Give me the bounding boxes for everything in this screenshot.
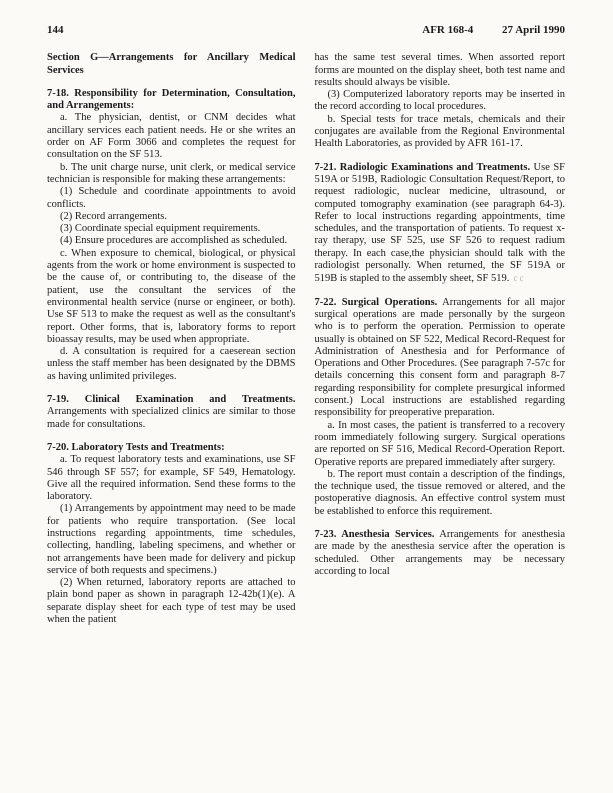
header-right bbox=[396, 24, 565, 36]
para-7-19: 7-19. Clinical Examination and Treatments. Arrangements with specialized clinics are similar to those made for consultations. bbox=[47, 394, 296, 430]
para-7-22-b: b. The report must contain a description of the findings, the technique used, the tissue removed or altered, and the postoperative diagnosis. An effective control system must be established to enforce this requirement. bbox=[314, 468, 565, 517]
para-7-18-c: c. When exposure to chemical, biological, or physical agents from the work or home environment is suspected to be the cause of, or contributing to, the disease of the patient, use the consultant the services of the environmental health service (nurse or engineer, or both). Use SF 513 to make the request as well as the consultant's report. Other forms, that is, laboratory forms to report bioassay results, may be used when appropriate. bbox=[47, 247, 296, 345]
left-column bbox=[47, 52, 296, 626]
para-7-20-a-2: (2) When returned, laboratory reports are attached to plain bond paper as shown in paragraph 12-42b(1)(e). A separate display sheet for each type of test may be used when the patient bbox=[47, 577, 296, 626]
page-header bbox=[47, 24, 565, 36]
para-7-20-a-3: (3) Computerized laboratory reports may be inserted in the record according to local procedures. bbox=[314, 89, 565, 113]
para-7-18-b-2: (2) Record arrangements. bbox=[60, 210, 167, 222]
para-7-18-d: d. A consultation is required for a caeserean section unless the staff member has been designated by the DBMS as having unlimited privileges. bbox=[47, 346, 296, 382]
section-g-heading: Section G—Arrangements for Ancillary Medical Services bbox=[47, 52, 296, 76]
para-7-20-b: b. Special tests for trace metals, chemicals and their conjugates are available from the Regional Environmental Health Laboratories, as provided by AFR 161-17. bbox=[314, 113, 565, 150]
doc-date: 27 April 1990 bbox=[502, 24, 565, 36]
para-7-18-heading: 7-18. Responsibility for Determination, Consultation, and Arrangements: bbox=[47, 87, 296, 112]
para-7-18-b: b. The unit charge nurse, unit clerk, or medical service technician is responsible for making these arrangements: bbox=[47, 161, 296, 185]
page-number: 144 bbox=[47, 24, 64, 36]
para-7-22: 7-22. Surgical Operations. Arrangements for all major surgical operations are made personally by the surgeon who is to perform the operation. Permission to operate usually is obtained on SF 522, Medical Record-Request for Administration of Anesthesia and for Performance of Operations and Other Procedures. (See paragraph 7-57c for details concerning this consent form and paragraph 8-7 regarding responsibility for complete presurgical informed consent.) Local instructions are established regarding responsibility for preoperative preparation. bbox=[314, 296, 565, 419]
para-7-23: 7-23. Anesthesia Services. Arrangements for anesthesia are made by the anesthesia service after the operation is scheduled. Other arrangements may be necessary according to local bbox=[314, 528, 565, 577]
para-7-22-a: a. In most cases, the patient is transferred to a recovery room immediately following surgery. Surgical operations are reported on SF 516, Medical Record-Operation Report. Operative reports are prepared immediately after surgery. bbox=[314, 419, 565, 468]
para-7-20-a-1: (1) Arrangements by appointment may need to be made for patients who require transportation. (See local instructions regarding appointments, time schedules, collecting, handling, labeling specimens, and whether or not arrangements have been made for delivery and pickup service of both requests and specimens.) bbox=[47, 503, 296, 576]
para-7-21: 7-21. Radiologic Examinations and Treatments. Use SF 519A or 519B, Radiologic Consultation Request/Report, to request radiologic, nuclear medicine, ultrasound, or computed tomography examination (see paragraph 64-3). Refer to local instructions regarding appointments, time schedules, and the transportation of patients. To request x-ray therapy, use SF 525, use SF 526 to request radium therapy. In each case,the physician should talk with the radiologist personally. When returned, the SF 519A or 519B is stapled to the assembly sheet, SF 519. cc bbox=[314, 161, 565, 285]
para-7-20-a: a. To request laboratory tests and examinations, use SF 546 through SF 557; for example, SF 549, Hematology. Give all the required information. Send these forms to the laboratory. bbox=[47, 454, 296, 503]
handwritten-mark: cc bbox=[509, 273, 526, 284]
para-7-18-a: a. The physician, dentist, or CNM decides what ancillary services each patient needs. He or she writes an order on AF Form 3066 and completes the request for consultation on the SF 513. bbox=[47, 112, 296, 161]
para-7-18-b-4: (4) Ensure procedures are accomplished as scheduled. bbox=[60, 235, 288, 247]
right-column bbox=[315, 52, 566, 626]
para-7-20-heading: 7-20. Laboratory Tests and Treatments: bbox=[47, 441, 225, 453]
para-7-18-b-3: (3) Coordinate special equipment requirements. bbox=[60, 223, 261, 235]
para-7-18-b-1: (1) Schedule and coordinate appointments to avoid conflicts. bbox=[47, 186, 296, 210]
para-7-20-a-2-cont: has the same test several times. When assorted report forms are mounted on the display sheet, both test name and results should always be visible. bbox=[314, 52, 565, 88]
doc-ref: AFR 168-4 bbox=[422, 24, 474, 36]
text-body bbox=[47, 52, 565, 626]
